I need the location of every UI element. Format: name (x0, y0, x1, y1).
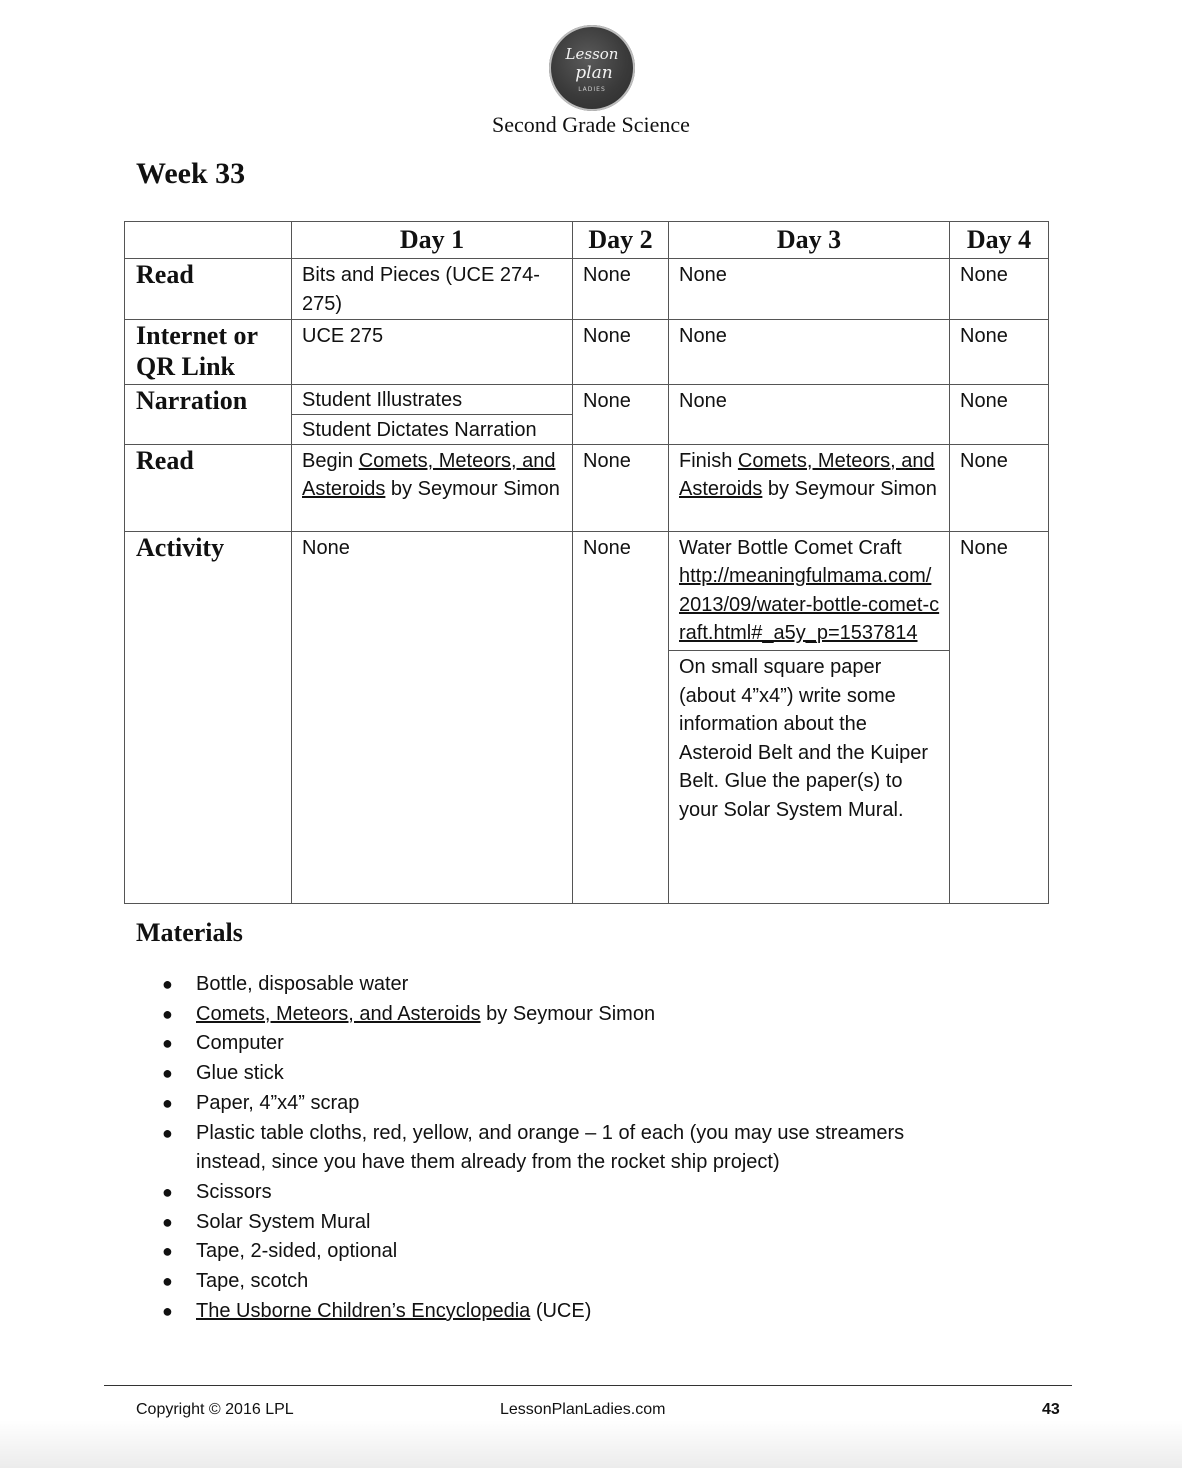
footer-divider (104, 1385, 1072, 1386)
cell-day4: None (950, 444, 1049, 531)
bullet-icon: ● (162, 1241, 173, 1262)
cell-day4: None (950, 531, 1049, 903)
bullet-icon: ● (162, 1181, 173, 1202)
bullet-icon: ● (162, 974, 173, 994)
row-label: Activity (125, 531, 292, 903)
cell-day2: None (573, 531, 669, 903)
logo-script-art (549, 25, 635, 111)
cell-day2: None (573, 384, 669, 444)
book-title: Comets, Meteors, and Asteroids (196, 1002, 481, 1025)
weekly-schedule-table (124, 221, 1049, 904)
cell-prefix: Finish (679, 449, 738, 472)
row-label: Narration (125, 384, 292, 444)
cell-suffix: by Seymour Simon (385, 478, 560, 501)
list-item: ● Bottle, disposable water (0, 970, 1100, 1000)
table-row-internet (125, 319, 1049, 384)
lesson-plan-ladies-logo (549, 25, 635, 111)
cell-day4: None (950, 319, 1049, 384)
column-header-blank (125, 222, 292, 259)
list-item: ● Computer (0, 1029, 1100, 1059)
column-header-day1: Day 1 (292, 222, 573, 259)
cell-prefix: Begin (302, 449, 359, 472)
cell-day4: None (950, 384, 1049, 444)
column-header-day3: Day 3 (669, 222, 950, 259)
list-item: ● Tape, scotch (0, 1267, 1100, 1297)
bullet-icon: ● (162, 1033, 173, 1054)
bullet-icon: ● (162, 1271, 173, 1292)
table-row-read (125, 259, 1049, 320)
cell-day3: None (669, 319, 950, 384)
narration-step-illustrate: Student Illustrates (292, 385, 572, 415)
cell-day4: None (950, 259, 1049, 320)
table-header-row (125, 222, 1049, 259)
craft-link[interactable]: http://meaningfulmama.com/2013/09/water-bottle-comet-craft.html#_a5y_p=1537814 (679, 565, 940, 645)
table-row-read-book (125, 444, 1049, 531)
list-item: ● Plastic table cloths, red, yellow, and orange – 1 of each (you may use streamers instead, since you have them already from the rocket ship project) (0, 1119, 1100, 1178)
list-item: ● Glue stick (0, 1059, 1100, 1089)
list-item: ● Solar System Mural (0, 1208, 1100, 1238)
cell-day3 (669, 444, 950, 531)
table-row-activity (125, 531, 1049, 903)
svg-text:LADIES: LADIES (578, 86, 606, 93)
list-item: ● Comets, Meteors, and Asteroids by Seymour Simon (0, 1000, 1100, 1030)
activity-note: On small square paper (about 4”x4”) write some information about the Asteroid Belt and the Kuiper Belt. Glue the paper(s) to your Solar System Mural. (679, 655, 929, 821)
bullet-icon: ● (162, 1092, 173, 1113)
subject-title: Second Grade Science (492, 112, 690, 137)
activity-craft (669, 532, 949, 651)
list-item: ● Tape, 2-sided, optional (0, 1237, 1100, 1267)
column-header-day4: Day 4 (950, 222, 1049, 259)
bullet-icon: ● (162, 1300, 173, 1321)
cell-day1 (292, 444, 573, 531)
list-item: ● Scissors (0, 1178, 1100, 1208)
column-header-day2: Day 2 (573, 222, 669, 259)
svg-text:Lesson: Lesson (565, 45, 619, 63)
list-item: ● Paper, 4”x4” scrap (0, 1089, 1100, 1119)
activity-title: Water Bottle Comet Craft (679, 536, 902, 559)
bullet-icon: ● (162, 1003, 173, 1024)
cell-day1: Bits and Pieces (UCE 274-275) (292, 259, 573, 320)
table-row-narration (125, 384, 1049, 444)
row-label: Read (125, 259, 292, 320)
cell-day1: UCE 275 (292, 319, 573, 384)
narration-step-dictate: Student Dictates Narration (302, 418, 537, 441)
materials-list (0, 970, 1100, 1326)
cell-suffix: by Seymour Simon (762, 478, 937, 501)
row-label: Read (125, 444, 292, 531)
book-title: Comets, Meteors, and Asteroids (679, 449, 935, 501)
cell-day3: None (669, 259, 950, 320)
week-title: Week 33 (136, 157, 246, 190)
cell-day3 (669, 531, 950, 903)
book-title: The Usborne Children’s Encyclopedia (196, 1299, 531, 1322)
footer-site[interactable]: LessonPlanLadies.com (500, 1401, 666, 1418)
book-title: Comets, Meteors, and Asteroids (302, 449, 556, 501)
bullet-icon: ● (162, 1063, 173, 1084)
cell-day3: None (669, 384, 950, 444)
list-item: ● The Usborne Children’s Encyclopedia (UCE) (0, 1297, 1100, 1327)
page-number: 43 (1042, 1401, 1060, 1418)
materials-heading: Materials (136, 918, 243, 947)
cell-day2: None (573, 444, 669, 531)
svg-text:plan: plan (575, 63, 613, 83)
footer-copyright: Copyright © 2016 LPL (136, 1401, 294, 1418)
row-label: Internet or QR Link (125, 319, 292, 384)
cell-day2: None (573, 319, 669, 384)
bullet-icon: ● (162, 1122, 173, 1143)
cell-day1: None (292, 531, 573, 903)
cell-day1 (292, 384, 573, 444)
cell-day2: None (573, 259, 669, 320)
bullet-icon: ● (162, 1211, 173, 1232)
